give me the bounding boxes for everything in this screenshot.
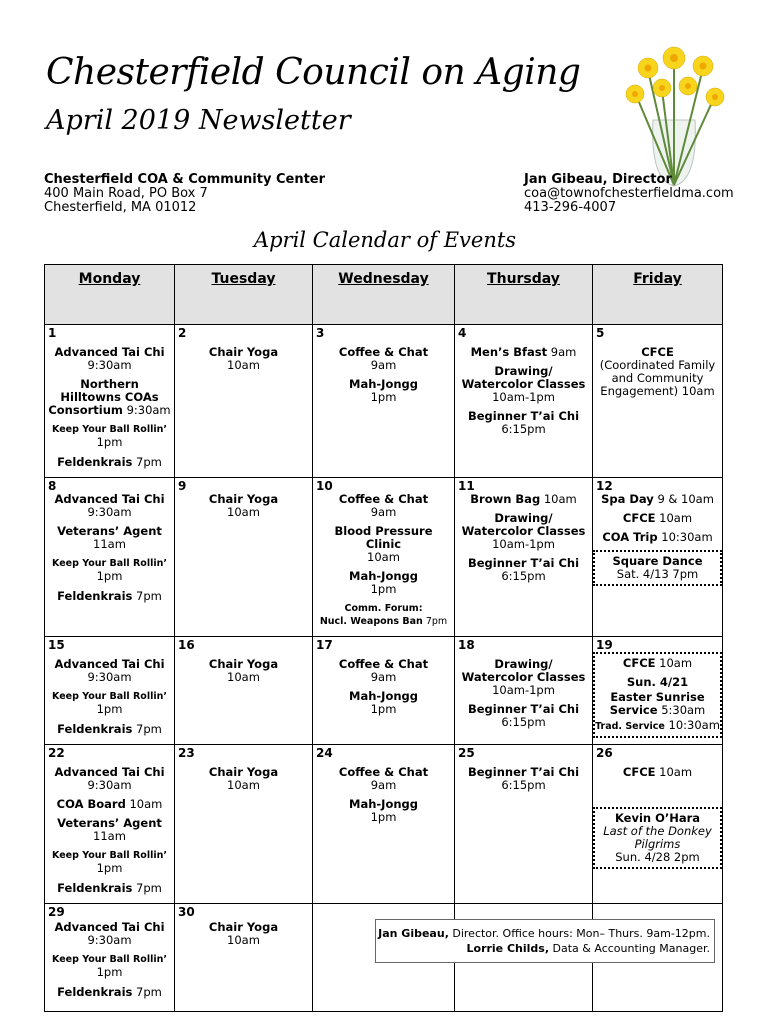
event-time: Sat. 4/13 7pm <box>616 567 699 581</box>
staff-name: Jan Gibeau, <box>378 927 449 940</box>
event-name: Trad. Service <box>595 721 665 732</box>
staff-name: Lorrie Childs, <box>466 942 550 955</box>
day-number: 22 <box>48 746 65 760</box>
director-name: Jan Gibeau, Director <box>524 172 672 187</box>
event <box>48 525 171 551</box>
day-number: 1 <box>48 326 57 340</box>
event <box>48 953 171 980</box>
event-time: 6:15pm <box>501 422 546 436</box>
event <box>48 882 171 895</box>
org-address-line2: Chesterfield, MA 01012 <box>44 200 197 215</box>
event-name: Keep Your Ball Rollin’ <box>52 850 167 861</box>
day-number: 30 <box>178 905 195 919</box>
event-name: Easter Sunrise Service <box>609 690 705 717</box>
day-number: 12 <box>596 479 613 493</box>
event-time: Sun. 4/28 2pm <box>615 850 700 864</box>
day-header-monday: Monday <box>45 265 175 325</box>
event-time: 9am <box>370 778 397 792</box>
event <box>48 849 171 876</box>
calendar-header-row <box>45 265 723 325</box>
event <box>316 602 451 628</box>
event <box>178 921 309 947</box>
event <box>48 658 171 684</box>
event-name: Feldenkrais <box>57 455 133 469</box>
event-name: Veterans’ Agent <box>57 816 162 830</box>
day-number: 5 <box>596 326 605 340</box>
event <box>458 365 589 404</box>
event-name: Feldenkrais <box>57 985 133 999</box>
event <box>48 766 171 792</box>
event <box>458 346 589 359</box>
day-number: 17 <box>316 638 333 652</box>
event-name: Drawing/ Watercolor Classes <box>461 364 586 391</box>
event <box>316 525 451 564</box>
events-calendar <box>44 264 723 1012</box>
event <box>458 512 589 551</box>
event-time: 9:30am <box>87 933 132 947</box>
event <box>48 723 171 736</box>
director-contact-block <box>524 173 734 215</box>
event-name: Keep Your Ball Rollin’ <box>52 424 167 435</box>
event-time: 11am <box>93 829 126 843</box>
day-number: 26 <box>596 746 613 760</box>
newsletter-title: Chesterfield Council on Aging <box>46 52 581 93</box>
event-time: 6:15pm <box>501 569 546 583</box>
event-time: 1pm <box>370 810 397 824</box>
event-name: Brown Bag <box>470 492 541 506</box>
event <box>458 703 589 729</box>
event-name: Comm. Forum: <box>344 603 423 614</box>
event-time: 10am <box>227 358 260 372</box>
book-event-box <box>593 807 722 869</box>
event-time: 10am <box>227 933 260 947</box>
event-name: Beginner T’ai Chi <box>467 556 580 570</box>
day-cell <box>455 637 593 745</box>
day-cell <box>45 745 175 904</box>
day-cell <box>175 637 313 745</box>
event-time: 10am-1pm <box>492 390 555 404</box>
event-name: Chair Yoga <box>208 765 279 779</box>
day-number: 23 <box>178 746 195 760</box>
event <box>178 658 309 684</box>
event <box>596 512 719 525</box>
event <box>595 691 720 717</box>
event-name: Spa Day <box>601 492 654 506</box>
event-name: Advanced Tai Chi <box>54 920 165 934</box>
event-time: 1pm <box>370 390 397 404</box>
event-time: 1pm <box>96 702 123 716</box>
event-name: Nucl. Weapons Ban <box>319 616 423 627</box>
event <box>316 346 451 372</box>
event <box>48 423 171 450</box>
day-cell <box>313 637 455 745</box>
event-time: 6:15pm <box>501 778 546 792</box>
day-number: 11 <box>458 479 475 493</box>
event <box>595 657 720 670</box>
day-cell <box>175 325 313 478</box>
event-name: CFCE <box>641 345 674 359</box>
event-name: Mah-Jongg <box>349 377 418 391</box>
day-header-friday: Friday <box>593 265 723 325</box>
day-cell <box>455 745 593 904</box>
event-name: Advanced Tai Chi <box>54 765 165 779</box>
event-time: 7pm <box>136 722 162 736</box>
event-name: Coffee & Chat <box>338 765 429 779</box>
day-number: 24 <box>316 746 333 760</box>
day-cell <box>313 478 455 637</box>
event <box>316 766 451 792</box>
event <box>48 493 171 519</box>
day-number: 10 <box>316 479 333 493</box>
calendar-week-row <box>45 325 723 478</box>
event <box>596 766 719 779</box>
day-number: 18 <box>458 638 475 652</box>
staff-details: Data & Accounting Manager. <box>552 942 710 955</box>
event-name: Northern Hilltowns COAs Consortium <box>48 377 159 417</box>
event-time: 1pm <box>370 582 397 596</box>
event-name: Beginner T’ai Chi <box>467 702 580 716</box>
event-time: 1pm <box>370 702 397 716</box>
event-time: 9am <box>370 358 397 372</box>
day-number: 19 <box>596 638 613 652</box>
event <box>596 531 719 544</box>
event <box>595 719 720 733</box>
daffodil-vase-image <box>618 40 730 190</box>
org-address-line1: 400 Main Road, PO Box 7 <box>44 186 208 201</box>
director-email[interactable]: coa@townofchesterfieldma.com <box>524 186 734 201</box>
event-time: 1pm <box>96 861 123 875</box>
calendar-week-row <box>45 745 723 904</box>
day-cell <box>175 904 313 1012</box>
org-contact-block <box>44 173 325 215</box>
event-time: 7pm <box>136 881 162 895</box>
day-cell <box>593 478 723 637</box>
event <box>178 766 309 792</box>
event-time: 11am <box>93 537 126 551</box>
event-name: CFCE <box>622 511 656 525</box>
event-name: Beginner T’ai Chi <box>467 409 580 423</box>
day-number: 9 <box>178 479 187 493</box>
event <box>48 817 171 843</box>
day-cell <box>593 325 723 478</box>
event <box>316 570 451 596</box>
event-time: 10am <box>543 492 577 506</box>
event <box>596 346 719 398</box>
day-cell <box>45 637 175 745</box>
event <box>48 986 171 999</box>
day-cell <box>45 904 175 1012</box>
event <box>316 493 451 519</box>
event-time: 10am-1pm <box>492 537 555 551</box>
event <box>48 690 171 717</box>
event <box>48 921 171 947</box>
event <box>48 557 171 584</box>
event-name: Keep Your Ball Rollin’ <box>52 954 167 965</box>
event-name: Men’s Bfast <box>470 345 548 359</box>
staff-details: Director. Office hours: Mon– Thurs. 9am-12pm. <box>452 927 710 940</box>
event-name: Coffee & Chat <box>338 657 429 671</box>
event <box>178 346 309 372</box>
square-dance-box <box>593 550 722 586</box>
day-number: 16 <box>178 638 195 652</box>
event-title: Last of the Donkey Pilgrims <box>603 824 712 851</box>
staff-hours-note <box>375 919 715 963</box>
event-name: Sun. 4/21 <box>626 675 689 689</box>
event-time: 7pm <box>136 985 162 999</box>
event-time: 7pm <box>136 589 162 603</box>
event-name: Blood Pressure Clinic <box>334 524 433 551</box>
event-time: 5:30am <box>661 703 706 717</box>
event-time: 10am <box>227 670 260 684</box>
event-time: 9 & 10am <box>657 492 714 506</box>
event-time: 9:30am <box>126 403 171 417</box>
event-time: 10am <box>227 778 260 792</box>
event <box>596 493 719 506</box>
event <box>48 456 171 469</box>
event <box>316 690 451 716</box>
event-time: 9am <box>370 670 397 684</box>
event-time: 9:30am <box>87 505 132 519</box>
event-time: 9am <box>370 505 397 519</box>
day-cell <box>593 745 723 904</box>
calendar-week-row <box>45 478 723 637</box>
event <box>458 658 589 697</box>
day-number: 4 <box>458 326 467 340</box>
event <box>48 590 171 603</box>
event-name: Feldenkrais <box>57 722 133 736</box>
day-cell <box>313 745 455 904</box>
event-time: 10am <box>129 797 163 811</box>
event-name: Feldenkrais <box>57 881 133 895</box>
event <box>48 378 171 417</box>
day-cell <box>175 478 313 637</box>
director-phone: 413-296-4007 <box>524 200 617 215</box>
event-time: 1pm <box>96 965 123 979</box>
event <box>458 493 589 506</box>
event-name: Square Dance <box>612 554 703 568</box>
day-cell <box>45 325 175 478</box>
day-number: 3 <box>316 326 325 340</box>
day-cell <box>455 478 593 637</box>
day-number: 29 <box>48 905 65 919</box>
day-cell <box>313 325 455 478</box>
event-time: 9:30am <box>87 670 132 684</box>
day-header-wednesday: Wednesday <box>313 265 455 325</box>
day-number: 25 <box>458 746 475 760</box>
event <box>316 378 451 404</box>
event-time: 10:30am <box>661 530 713 544</box>
event-name: CFCE <box>622 656 656 670</box>
event-time: 10am <box>227 505 260 519</box>
event <box>316 798 451 824</box>
day-number: 15 <box>48 638 65 652</box>
event <box>458 557 589 583</box>
event-name: Mah-Jongg <box>349 797 418 811</box>
event-name: Beginner T’ai Chi <box>467 765 580 779</box>
easter-box <box>593 652 722 738</box>
day-cell <box>175 745 313 904</box>
event-name: Drawing/ Watercolor Classes <box>461 511 586 538</box>
event-time: 10am <box>367 550 400 564</box>
event-name: Coffee & Chat <box>338 345 429 359</box>
event-name: Coffee & Chat <box>338 492 429 506</box>
event <box>458 410 589 436</box>
day-cell <box>593 637 723 745</box>
event <box>595 676 720 689</box>
newsletter-subtitle: April 2019 Newsletter <box>46 105 351 136</box>
event <box>48 346 171 372</box>
event <box>178 493 309 519</box>
event-name: Mah-Jongg <box>349 689 418 703</box>
event-name: Keep Your Ball Rollin’ <box>52 691 167 702</box>
day-cell <box>45 478 175 637</box>
event-time: 1pm <box>96 435 123 449</box>
event-name: COA Trip <box>602 530 658 544</box>
event-name: CFCE <box>622 765 656 779</box>
event-time: 10am <box>659 765 693 779</box>
org-name: Chesterfield COA & Community Center <box>44 172 326 187</box>
event-name: COA Board <box>56 797 126 811</box>
event-time: (Coordinated Family and Community Engagement) 10am <box>599 358 716 398</box>
event-time: 7pm <box>136 455 162 469</box>
event <box>316 658 451 684</box>
event-name: Kevin O’Hara <box>614 811 701 825</box>
event-name: Drawing/ Watercolor Classes <box>461 657 586 684</box>
calendar-title: April Calendar of Events <box>253 228 517 252</box>
event-time: 9:30am <box>87 358 132 372</box>
event-name: Chair Yoga <box>208 920 279 934</box>
day-header-tuesday: Tuesday <box>175 265 313 325</box>
event-time: 10am-1pm <box>492 683 555 697</box>
event-time: 10am <box>659 656 693 670</box>
event-name: Veterans’ Agent <box>57 524 162 538</box>
event-time: 9am <box>550 345 577 359</box>
event-name: Chair Yoga <box>208 657 279 671</box>
event-time: 7pm <box>425 616 448 627</box>
event <box>48 798 171 811</box>
calendar-week-row <box>45 637 723 745</box>
event-time: 1pm <box>96 569 123 583</box>
event-name: Mah-Jongg <box>349 569 418 583</box>
event-name: Advanced Tai Chi <box>54 492 165 506</box>
event-time: 10am <box>659 511 693 525</box>
day-header-thursday: Thursday <box>455 265 593 325</box>
event-name: Chair Yoga <box>208 492 279 506</box>
event-time: 10:30am <box>668 718 720 732</box>
day-cell <box>455 325 593 478</box>
day-number: 2 <box>178 326 187 340</box>
event <box>458 766 589 792</box>
event-name: Chair Yoga <box>208 345 279 359</box>
event-name: Feldenkrais <box>57 589 133 603</box>
event-time: 9:30am <box>87 778 132 792</box>
event-name: Advanced Tai Chi <box>54 657 165 671</box>
event-name: Advanced Tai Chi <box>54 345 165 359</box>
day-number: 8 <box>48 479 57 493</box>
event-name: Keep Your Ball Rollin’ <box>52 558 167 569</box>
event-time: 6:15pm <box>501 715 546 729</box>
